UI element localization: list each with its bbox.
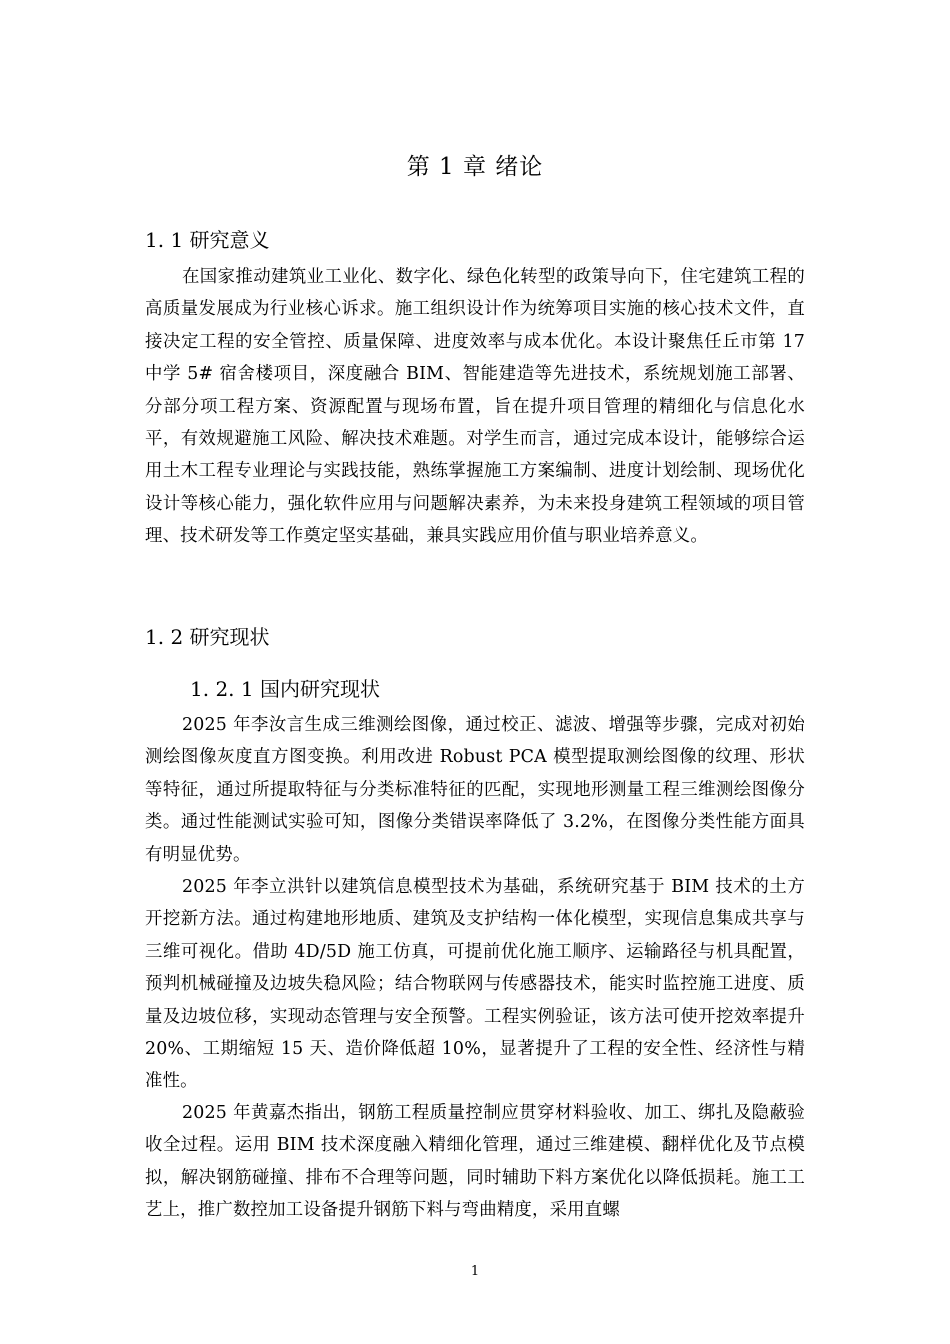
subsection-heading-1-2-1: 1. 2. 1 国内研究现状 [190, 677, 380, 701]
section-heading-1-2: 1. 2 研究现状 [145, 625, 270, 649]
page-number: 1 [470, 1264, 480, 1279]
section-heading-1-1: 1. 1 研究意义 [145, 228, 270, 252]
chapter-title: 第 1 章 绪论 [406, 154, 544, 180]
paragraph-li-ruyan: 2025 年李汝言生成三维测绘图像，通过校正、滤波、增强等步骤，完成对初始测绘图像灰度直方图变换。利用改进 Robust PCA 模型提取测绘图像的纹理、形状等特征，通过所提取特征与分类标准特征的匹配，实现地形测量工程三维测绘图像分类。通过性能测试实验可知，图像分类错误率降低了 3.2%，在图像分类性能方面具有明显优势。 [145, 715, 805, 865]
paragraph-huang-jiajie: 2025 年黄嘉杰指出，钢筋工程质量控制应贯穿材料验收、加工、绑扎及隐蔽验收全过程。运用 BIM 技术深度融入精细化管理，通过三维建模、翻样优化及节点模拟，解决钢筋碰撞、排布不合理等问题，同时辅助下料方案优化以降低损耗。施工工艺上，推广数控加工设备提升钢筋下料与弯曲精度，采用直螺 [145, 1103, 805, 1221]
paragraph-li-lihong: 2025 年李立洪针以建筑信息模型技术为基础，系统研究基于 BIM 技术的土方开挖新方法。通过构建地形地质、建筑及支护结构一体化模型，实现信息集成共享与三维可视化。借助 4D/5D 施工仿真，可提前优化施工顺序、运输路径与机具配置，预判机械碰撞及边坡失稳风险；结合物联网与传感器技术，能实时监控施工进度、质量及边坡位移，实现动态管理与安全预警。工程实例验证，该方法可使开挖效率提升 20%、工期缩短 15 天、造价降低超 10%，显著提升了工程的安全性、经济性与精准性。 [145, 877, 805, 1092]
section-1-1-paragraph: 在国家推动建筑业工业化、数字化、绿色化转型的政策导向下，住宅建筑工程的高质量发展成为行业核心诉求。施工组织设计作为统筹项目实施的核心技术文件，直接决定工程的安全管控、质量保障、进度效率与成本优化。本设计聚焦任丘市第 17 中学 5# 宿舍楼项目，深度融合 BIM、智能建造等先进技术，系统规划施工部署、分部分项工程方案、资源配置与现场布置，旨在提升项目管理的精细化与信息化水平，有效规避施工风险、解决技术难题。对学生而言，通过完成本设计，能够综合运用土木工程专业理论与实践技能，熟练掌握施工方案编制、进度计划绘制、现场优化设计等核心能力，强化软件应用与问题解决素养，为未来投身建筑工程领域的项目管理、技术研发等工作奠定坚实基础，兼具实践应用价值与职业培养意义。 [145, 267, 805, 547]
